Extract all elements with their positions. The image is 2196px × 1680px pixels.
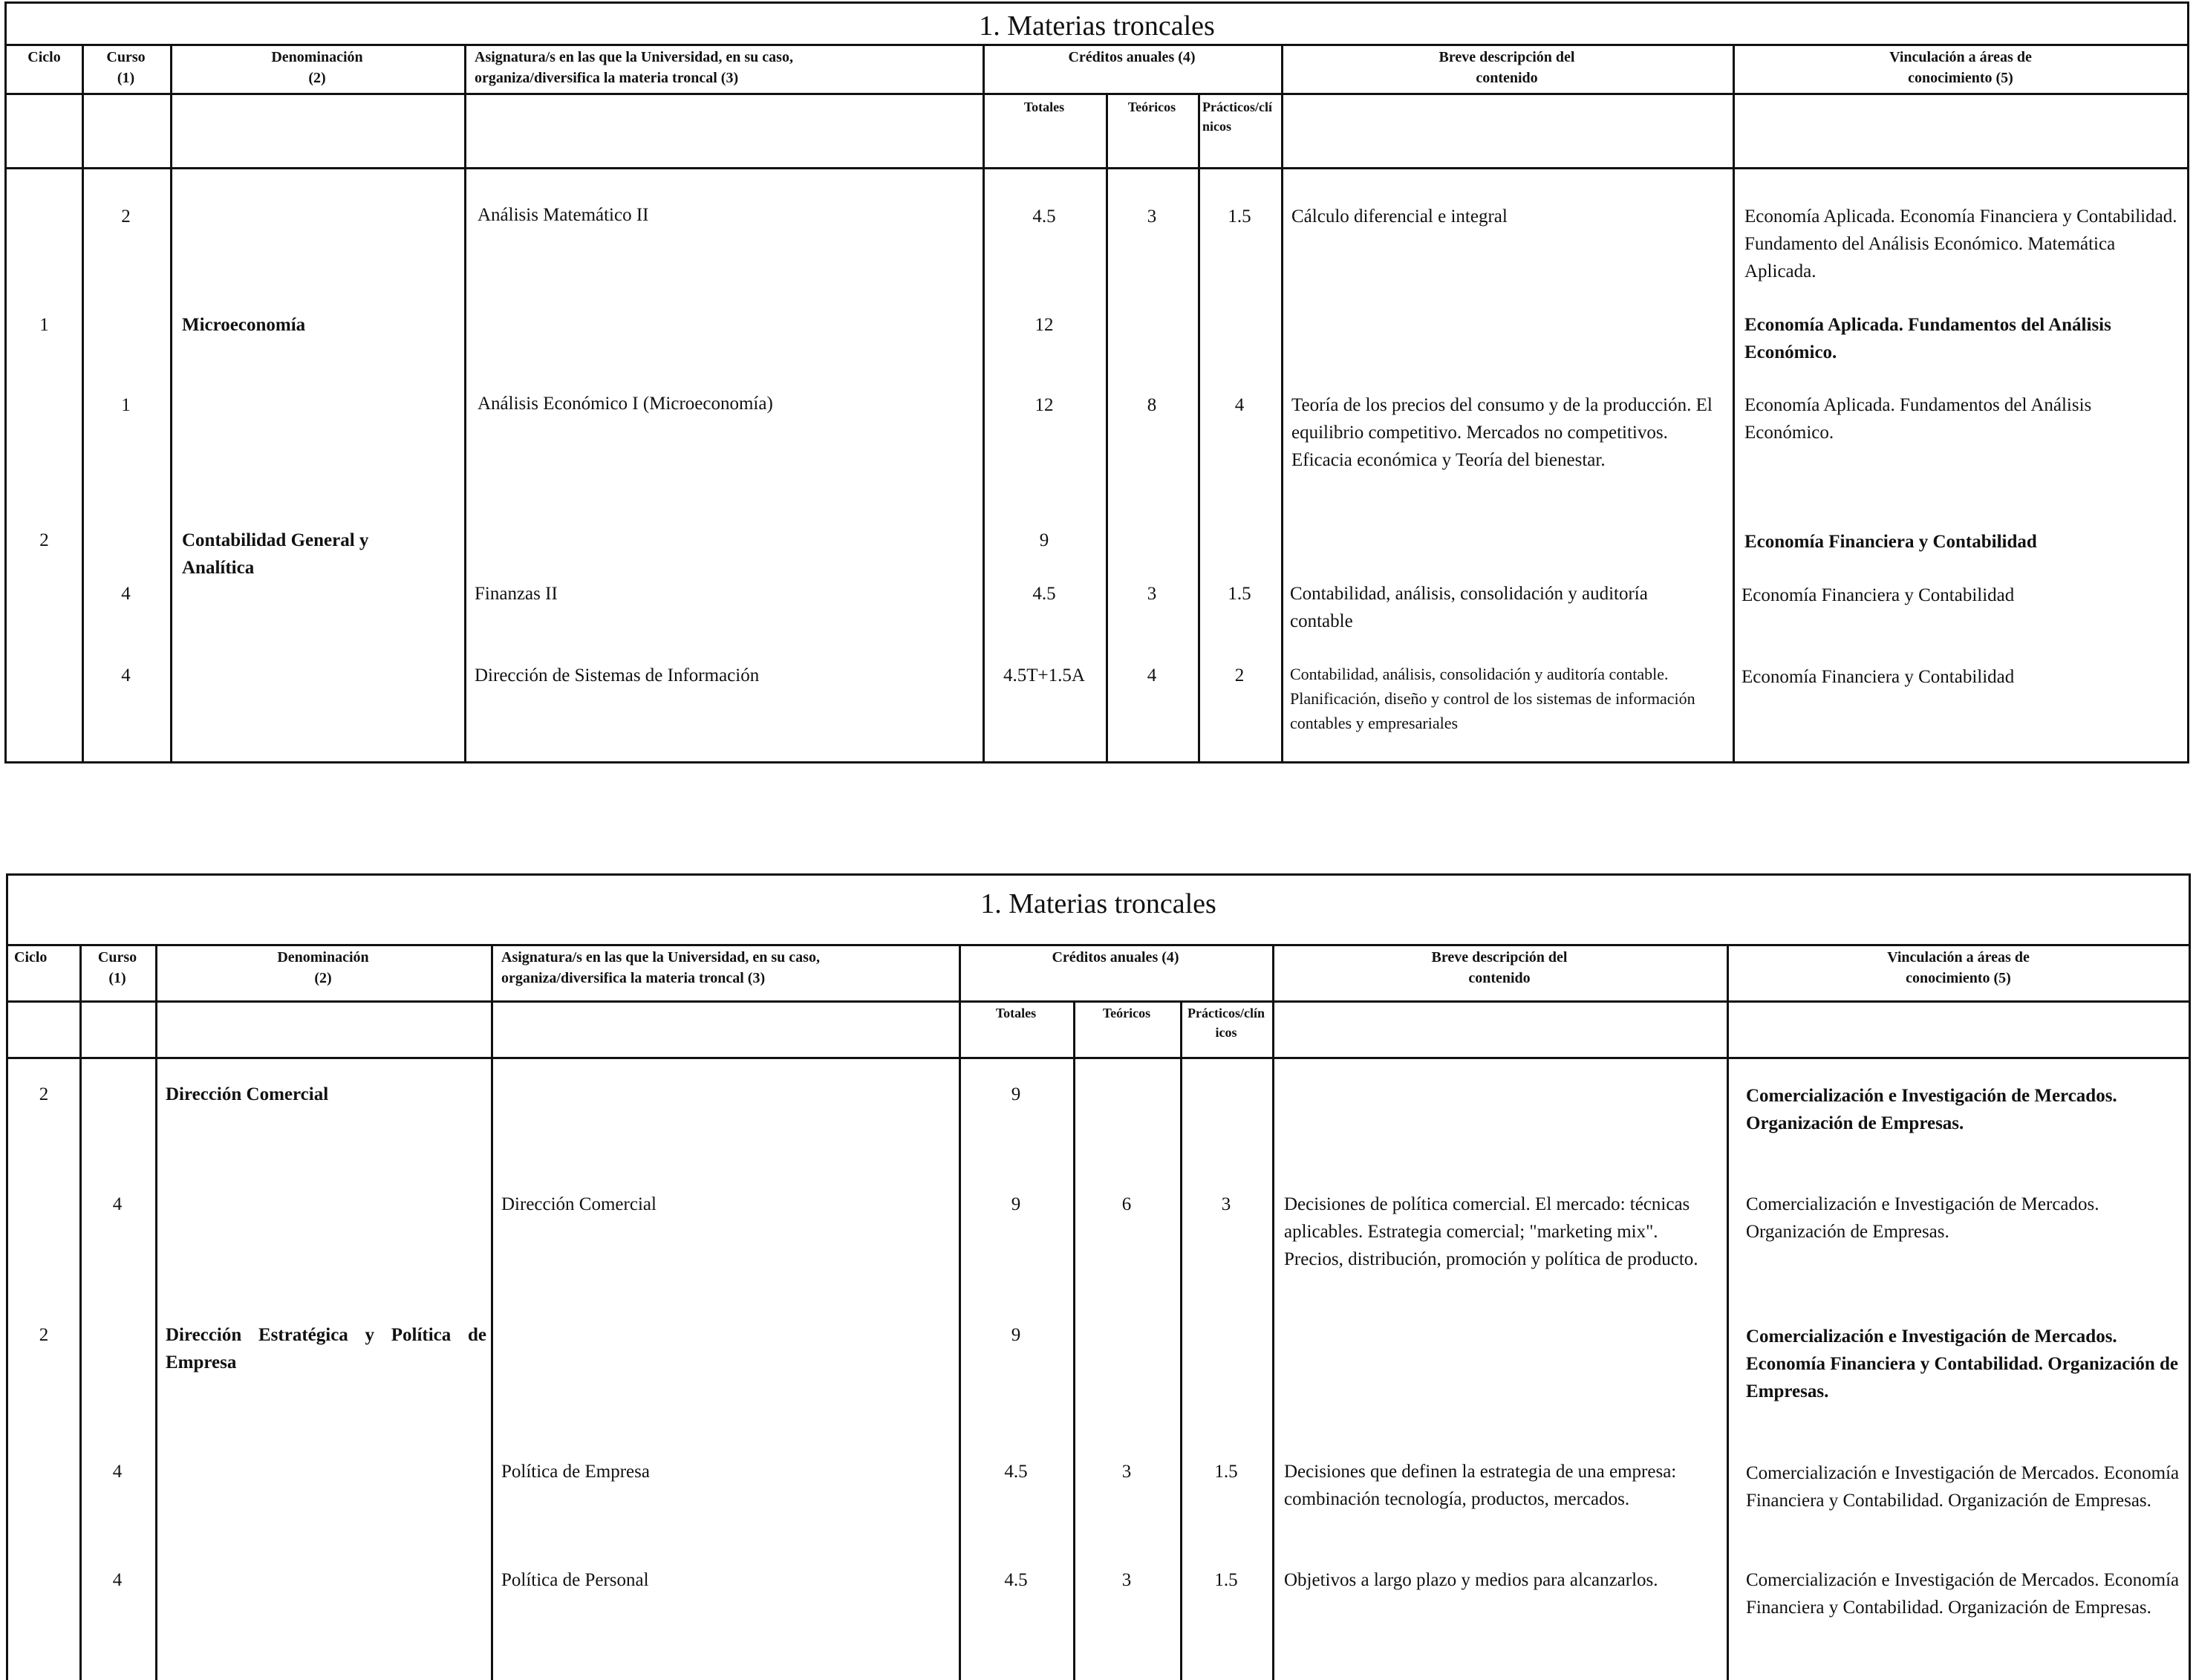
cell-vinculacion: Economía Aplicada. Fundamentos del Análisis Económico. [1744, 315, 2111, 362]
divider [155, 944, 157, 1680]
cell-curso: 4 [121, 665, 131, 686]
cell-asignatura: Análisis Matemático II [478, 205, 649, 225]
header-asignatura-line1: Asignatura/s en las que la Universidad, en su caso, [501, 949, 820, 966]
cell-ciclo: 2 [39, 1084, 49, 1104]
divider [1198, 93, 1200, 761]
header-ciclo: Ciclo [27, 49, 61, 65]
header-vinculacion-line1: Vinculación a áreas de [1889, 49, 2032, 65]
cell-totales: 9 [1011, 1194, 1021, 1214]
troncales-table-2 [6, 873, 2191, 1680]
cell-teoricos: 4 [1147, 665, 1157, 686]
header-curso [82, 47, 170, 88]
cell-descripcion: Contabilidad, análisis, consolidación y auditoría contable [1290, 584, 1648, 631]
cell-curso: 1 [121, 395, 131, 415]
header-vinculacion-line2: conocimiento (5) [1906, 970, 2011, 986]
cell-practicos: 1.5 [1214, 1462, 1238, 1482]
cell-teoricos: 8 [1147, 395, 1157, 415]
cell-vinculacion: Comercialización e Investigación de Mercados. Organización de Empresas. [1746, 1086, 2117, 1133]
header-asignatura-line2: organiza/diversifica la materia troncal (3) [501, 970, 766, 986]
cell-totales: 12 [1035, 395, 1054, 415]
cell-totales: 4.5 [1032, 206, 1056, 227]
cell-ciclo: 1 [39, 315, 49, 335]
cell-teoricos: 6 [1121, 1194, 1132, 1214]
header-practicos: Prácticos/clínicos [1202, 100, 1272, 134]
header-curso [79, 947, 155, 989]
cell-curso: 4 [121, 584, 131, 604]
header-vinculacion [1733, 47, 2189, 88]
divider [464, 44, 466, 761]
cell-ciclo: 2 [39, 1325, 49, 1345]
header-teoricos: Teóricos [1102, 1006, 1151, 1020]
cell-vinculacion: Comercialización e Investigación de Mercados. Economía Financiera y Contabilidad. Organización de Empresas. [1746, 1326, 2178, 1401]
cell-totales: 12 [1035, 315, 1054, 335]
divider [8, 1057, 2189, 1059]
cell-vinculacion: Economía Financiera y Contabilidad [1744, 532, 2037, 552]
cell-curso: 4 [112, 1570, 123, 1590]
troncales-table-1 [4, 1, 2189, 764]
header-descripcion [1272, 947, 1727, 989]
cell-descripcion: Decisiones de política comercial. El mercado: técnicas aplicables. Estrategia comercial; "marketing mix". Precios, distribución, promoción y política de producto. [1284, 1194, 1698, 1269]
header-vinculacion-line2: conocimiento (5) [1908, 70, 2013, 86]
cell-denominacion: Dirección Estratégica y Política de Empresa [166, 1325, 486, 1373]
header-asignatura-line1: Asignatura/s en las que la Universidad, en su caso, [475, 49, 793, 65]
header-creditos: Créditos anuales (4) [1068, 49, 1196, 65]
divider [8, 944, 2189, 946]
header-denominacion-note: (2) [308, 70, 326, 86]
cell-totales: 9 [1011, 1084, 1021, 1104]
cell-teoricos: 3 [1147, 584, 1157, 604]
divider [170, 44, 172, 761]
header-teoricos: Teóricos [1127, 100, 1176, 114]
header-ciclo: Ciclo [14, 949, 48, 966]
cell-asignatura: Análisis Económico I (Microeconomía) [478, 394, 773, 414]
cell-curso: 4 [112, 1194, 123, 1214]
cell-denominacion: Microeconomía [182, 315, 306, 335]
cell-totales: 4.5T+1.5A [1003, 665, 1085, 686]
divider [7, 93, 2187, 95]
cell-teoricos: 3 [1121, 1462, 1132, 1482]
header-descripcion-line2: contenido [1468, 970, 1531, 986]
cell-descripcion: Cálculo diferencial e integral [1291, 206, 1508, 227]
cell-practicos: 4 [1234, 395, 1245, 415]
header-denominacion [155, 947, 491, 989]
header-practicos: Prácticos/clínicos [1187, 1006, 1265, 1040]
cell-curso: 4 [112, 1462, 123, 1482]
divider [7, 44, 2187, 46]
header-descripcion-line1: Breve descripción del [1431, 949, 1568, 966]
divider [1272, 944, 1274, 1680]
cell-totales: 9 [1011, 1325, 1021, 1345]
cell-asignatura: Política de Empresa [501, 1462, 650, 1482]
cell-denominacion: Contabilidad General y Analítica [182, 530, 369, 578]
header-vinculacion-line1: Vinculación a áreas de [1887, 949, 2030, 966]
divider [1281, 44, 1283, 761]
header-curso-label: Curso [97, 949, 137, 966]
cell-denominacion: Dirección Comercial [166, 1084, 329, 1104]
table-title: 1. Materias troncales [980, 888, 1216, 919]
cell-practicos: 3 [1221, 1194, 1231, 1214]
cell-totales: 4.5 [1004, 1570, 1028, 1590]
cell-asignatura: Dirección Comercial [501, 1194, 656, 1214]
header-asignatura [475, 47, 980, 88]
cell-totales: 9 [1039, 530, 1049, 550]
header-curso-label: Curso [106, 49, 146, 65]
table-title: 1. Materias troncales [979, 10, 1215, 42]
header-denominacion [170, 47, 464, 88]
cell-practicos: 1.5 [1214, 1570, 1238, 1590]
cell-ciclo: 2 [39, 530, 49, 550]
cell-totales: 4.5 [1032, 584, 1056, 604]
cell-descripcion: Teoría de los precios del consumo y de la producción. El equilibrio competitivo. Mercados no competitivos. Eficacia económica y Teoría del bienestar. [1291, 395, 1713, 470]
divider [1733, 44, 1735, 761]
cell-vinculacion: Comercialización e Investigación de Mercados. Economía Financiera y Contabilidad. Organización de Empresas. [1746, 1463, 2180, 1511]
cell-asignatura: Finanzas II [475, 584, 558, 604]
header-totales: Totales [995, 1006, 1037, 1020]
header-asignatura-line2: organiza/diversifica la materia troncal (3) [475, 70, 739, 86]
header-denominacion-note: (2) [314, 970, 332, 986]
cell-totales: 4.5 [1004, 1462, 1028, 1482]
cell-practicos: 2 [1234, 665, 1245, 686]
cell-vinculacion: Economía Aplicada. Fundamentos del Análisis Económico. [1744, 395, 2092, 443]
header-descripcion [1281, 47, 1733, 88]
cell-practicos: 1.5 [1228, 584, 1251, 604]
cell-vinculacion: Economía Financiera y Contabilidad [1742, 667, 2015, 687]
header-denominacion-label: Denominación [271, 49, 363, 65]
divider [1106, 93, 1108, 761]
header-denominacion-label: Denominación [277, 949, 369, 966]
cell-descripcion: Objetivos a largo plazo y medios para alcanzarlos. [1284, 1570, 1658, 1590]
divider [8, 1000, 2189, 1003]
cell-vinculacion: Comercialización e Investigación de Mercados. Organización de Empresas. [1746, 1194, 2099, 1242]
header-asignatura [501, 947, 951, 989]
cell-asignatura: Dirección de Sistemas de Información [475, 665, 760, 686]
cell-asignatura: Política de Personal [501, 1570, 649, 1590]
divider [1727, 944, 1729, 1680]
cell-vinculacion: Economía Aplicada. Economía Financiera y Contabilidad. Fundamento del Análisis Económico. Matemática Aplicada. [1744, 206, 2177, 281]
cell-teoricos: 3 [1121, 1570, 1132, 1590]
cell-curso: 2 [121, 206, 131, 227]
header-curso-note: (1) [108, 970, 126, 986]
cell-vinculacion: Comercialización e Investigación de Mercados. Economía Financiera y Contabilidad. Organización de Empresas. [1746, 1570, 2180, 1618]
cell-practicos: 1.5 [1228, 206, 1251, 227]
header-totales: Totales [1023, 100, 1065, 114]
header-vinculacion [1727, 947, 2190, 989]
cell-descripcion: Decisiones que definen la estrategia de una empresa: combinación tecnología, productos, mercados. [1284, 1462, 1677, 1509]
cell-vinculacion: Economía Financiera y Contabilidad [1742, 585, 2015, 605]
header-descripcion-line1: Breve descripción del [1439, 49, 1575, 65]
header-curso-note: (1) [117, 70, 135, 86]
header-creditos: Créditos anuales (4) [1052, 949, 1179, 966]
header-descripcion-line2: contenido [1476, 70, 1538, 86]
cell-teoricos: 3 [1147, 206, 1157, 227]
cell-descripcion: Contabilidad, análisis, consolidación y auditoría contable. Planificación, diseño y control de los sistemas de información contables y empresariales [1290, 665, 1695, 732]
divider [491, 944, 493, 1680]
divider [7, 167, 2187, 169]
